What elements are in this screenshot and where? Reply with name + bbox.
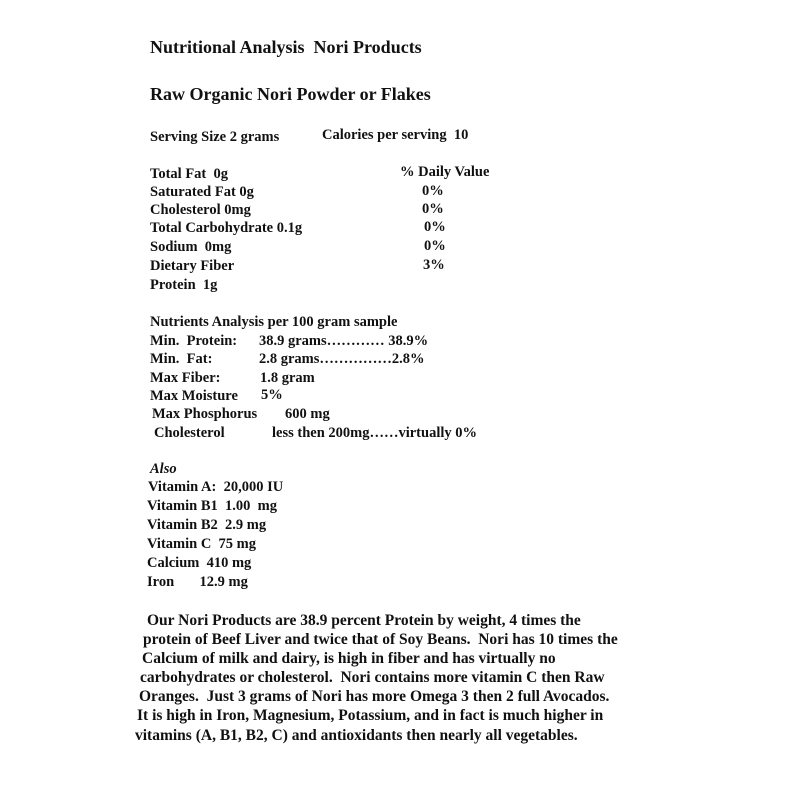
also-header: Also (150, 461, 177, 477)
fact-daily-value: 0% (424, 219, 446, 235)
fact-daily-value: 0% (422, 201, 444, 217)
analysis-value: 38.9 grams………… 38.9% (259, 333, 429, 349)
vitamin-item: Vitamin B1 1.00 mg (147, 498, 277, 514)
paragraph-line: vitamins (A, B1, B2, C) and antioxidants then nearly all vegetables. (135, 727, 578, 744)
page-title: Nutritional Analysis Nori Products (150, 37, 422, 57)
fact-daily-value: 0% (424, 238, 446, 254)
calories-per-serving: Calories per serving 10 (322, 127, 469, 143)
fact-label: Dietary Fiber (150, 258, 235, 274)
fact-label: Total Carbohydrate 0.1g (150, 220, 303, 236)
analysis-label: Min. Protein: (150, 333, 238, 349)
paragraph-line: carbohydrates or cholesterol. Nori contains more vitamin C then Raw (140, 669, 605, 686)
paragraph-line: Oranges. Just 3 grams of Nori has more Omega 3 then 2 full Avocados. (139, 688, 610, 705)
fact-label: Sodium 0mg (150, 239, 232, 255)
mineral-item: Iron 12.9 mg (147, 574, 248, 590)
mineral-item: Calcium 410 mg (147, 555, 252, 571)
paragraph-line: Our Nori Products are 38.9 percent Protein by weight, 4 times the (147, 612, 581, 629)
fact-label: Protein 1g (150, 277, 218, 293)
analysis-label: Max Fiber: (150, 370, 221, 386)
vitamin-item: Vitamin C 75 mg (147, 536, 257, 552)
paragraph-line: Calcium of milk and dairy, is high in fiber and has virtually no (142, 650, 556, 667)
vitamin-item: Vitamin B2 2.9 mg (147, 517, 267, 533)
analysis-value: 1.8 gram (260, 370, 315, 386)
analysis-label: Cholesterol (154, 425, 225, 441)
paragraph-line: protein of Beef Liver and twice that of Soy Beans. Nori has 10 times the (143, 631, 618, 648)
analysis-label: Max Moisture (150, 388, 238, 404)
fact-label: Cholesterol 0mg (150, 202, 251, 218)
analysis-value: less then 200mg……virtually 0% (272, 425, 478, 441)
paragraph-line: It is high in Iron, Magnesium, Potassium, and in fact is much higher in (137, 707, 604, 724)
vitamin-item: Vitamin A: 20,000 IU (148, 479, 284, 495)
analysis-value: 2.8 grams……………2.8% (259, 351, 425, 367)
analysis-header: Nutrients Analysis per 100 gram sample (150, 314, 398, 330)
fact-label: Total Fat 0g (150, 166, 229, 182)
analysis-label: Min. Fat: (150, 351, 213, 367)
analysis-value: 600 mg (285, 406, 330, 422)
daily-value-header: % Daily Value (400, 164, 490, 180)
fact-daily-value: 0% (422, 183, 444, 199)
fact-label: Saturated Fat 0g (150, 184, 254, 200)
analysis-label: Max Phosphorus (152, 406, 258, 422)
fact-daily-value: 3% (423, 257, 445, 273)
serving-size: Serving Size 2 grams (150, 129, 280, 145)
page-subtitle: Raw Organic Nori Powder or Flakes (150, 84, 431, 104)
analysis-value: 5% (261, 387, 283, 403)
